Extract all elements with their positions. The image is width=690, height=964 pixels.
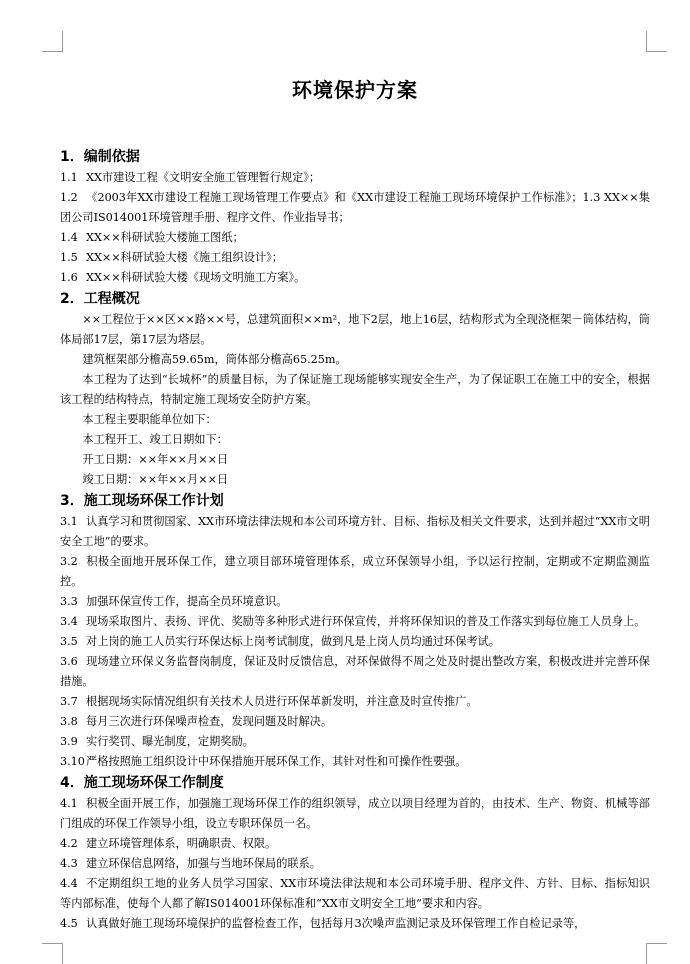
list-item — [60, 732, 650, 752]
item-text: 对上岗的施工人员实行环保达标上岗考试制度，做到凡是上岗人员均通过环保考试。 — [86, 635, 500, 648]
paragraph: 本工程开工、竣工日期如下： — [82, 433, 228, 446]
crop-mark-bottom-left — [42, 943, 63, 964]
section-heading: 1．编制依据 — [60, 149, 140, 165]
list-item — [60, 874, 650, 914]
item-number: 3.9 — [60, 735, 78, 748]
item-number: 4.3 — [60, 857, 78, 870]
list-item — [60, 854, 650, 874]
item-number: 3.5 — [60, 635, 78, 648]
list-item — [60, 632, 650, 652]
section-heading: 4．施工现场环保工作制度 — [60, 775, 224, 791]
crop-mark-top-left — [42, 31, 63, 52]
paragraph: 本工程为了达到“长城杯”的质量目标，为了保证施工现场能够实现安全生产，为了保证职工在施工中的安全，根据该工程的结构特点，特制定施工现场安全防护方案。 — [60, 373, 650, 406]
list-item — [60, 794, 650, 834]
item-number: 4.4 — [60, 877, 78, 890]
item-number: 4.5 — [60, 917, 78, 930]
list-item — [60, 552, 650, 592]
item-text: XX市建设工程《文明安全施工管理暂行规定》； — [86, 171, 321, 184]
list-item — [60, 834, 650, 854]
list-item — [60, 652, 650, 692]
item-text: 实行奖罚、曝光制度，定期奖励。 — [86, 735, 254, 748]
item-number: 3.2 — [60, 555, 78, 568]
list-item — [60, 592, 650, 612]
paragraph: 开工日期：××年××月××日 — [82, 453, 229, 466]
item-number: 3.6 — [60, 655, 78, 668]
section-heading: 3．施工现场环保工作计划 — [60, 493, 224, 509]
item-number: 4.2 — [60, 837, 78, 850]
item-text: 严格按照施工组织设计中环保措施开展环保工作，其针对性和可操作性要强。 — [86, 755, 467, 768]
crop-mark-bottom-right — [646, 943, 667, 964]
list-item — [60, 914, 650, 934]
list-item — [60, 692, 650, 712]
list-item — [60, 188, 650, 228]
document-body — [60, 146, 650, 934]
item-number: 1.6 — [60, 271, 78, 284]
item-text: 认真做好施工现场环境保护的监督检查工作，包括每月3次噪声监测记录及环保管理工作自检记录等， — [86, 917, 586, 930]
item-text: 现场采取图片、表扬、评优、奖励等多种形式进行环保宣传，并将环保知识的普及工作落实到每位施工人员身上。 — [86, 615, 646, 628]
list-item — [60, 512, 650, 552]
item-number: 1.4 — [60, 231, 78, 244]
paragraph: ××工程位于××区××路××号，总建筑面积××m²，地下2层，地上16层，结构形式为全现浇框架－筒体结构，筒体局部17层，第17层为塔层。 — [60, 313, 650, 346]
paragraph: 竣工日期：××年××月××日 — [82, 473, 229, 486]
item-number: 3.3 — [60, 595, 78, 608]
item-text: 《2003年XX市建设工程施工现场管理工作要点》和《XX市建设工程施工现场环境保护工作标准》；1.3 XX××集团公司IS014001环境管理手册、程序文件、作业指导书； — [60, 191, 650, 224]
item-text: 根据现场实际情况组织有关技术人员进行环保革新发明，并注意及时宣传推广。 — [86, 695, 478, 708]
item-text: 每月三次进行环保噪声检查，发现问题及时解决。 — [86, 715, 333, 728]
item-number: 3.4 — [60, 615, 78, 628]
item-number: 1.1 — [60, 171, 78, 184]
section-heading: 2．工程概况 — [60, 291, 140, 307]
item-number: 3.8 — [60, 715, 78, 728]
item-text: 不定期组织工地的业务人员学习国家、XX市环境法律法规和本公司环境手册、程序文件、方针、目标、指标知识等内部标准，使每个人都了解IS014001环保标准和“XX市文明安全工地”要求和内容。 — [60, 877, 650, 910]
crop-mark-top-right — [646, 31, 667, 52]
list-item — [60, 168, 650, 188]
item-text: 加强环保宣传工作，提高全员环境意识。 — [86, 595, 288, 608]
item-number: 3.1 — [60, 515, 78, 528]
item-number: 3.10 — [60, 755, 85, 768]
list-item — [60, 752, 650, 772]
item-text: XX××科研试验大楼施工图纸； — [86, 231, 244, 244]
item-text: XX××科研试验大楼《现场文明施工方案》。 — [86, 271, 306, 284]
list-item — [60, 712, 650, 732]
item-text: 建立环境管理体系，明确职责、权限。 — [86, 837, 277, 850]
item-text: XX××科研试验大楼《施工组织设计》； — [86, 251, 283, 264]
list-item — [60, 248, 650, 268]
paragraph: 本工程主要职能单位如下： — [82, 413, 217, 426]
item-text: 积极全面地开展环保工作，建立项目部环境管理体系，成立环保领导小组，予以运行控制，定期或不定期监测监控。 — [60, 555, 650, 588]
item-number: 4.1 — [60, 797, 78, 810]
paragraph: 建筑框架部分檐高59.65m，筒体部分檐高65.25m。 — [82, 353, 347, 366]
list-item — [60, 268, 650, 288]
document-title: 环境保护方案 — [292, 78, 418, 102]
item-text: 现场建立环保义务监督岗制度，保证及时反馈信息，对环保做得不周之处及时提出整改方案，积极改进并完善环保措施。 — [60, 655, 650, 688]
item-text: 建立环保信息网络，加强与当地环保局的联系。 — [86, 857, 321, 870]
item-number: 1.2 — [60, 191, 78, 204]
list-item — [60, 228, 650, 248]
item-text: 认真学习和贯彻国家、XX市环境法律法规和本公司环境方针、目标、指标及相关文件要求，达到并超过“XX市文明安全工地”的要求。 — [60, 515, 650, 548]
list-item — [60, 612, 650, 632]
item-number: 3.7 — [60, 695, 78, 708]
item-text: 积极全面开展工作，加强施工现场环保工作的组织领导，成立以项目经理为首的，由技术、生产、物资、机械等部门组成的环保工作领导小组，设立专职环保员一名。 — [60, 797, 650, 830]
item-number: 1.5 — [60, 251, 78, 264]
